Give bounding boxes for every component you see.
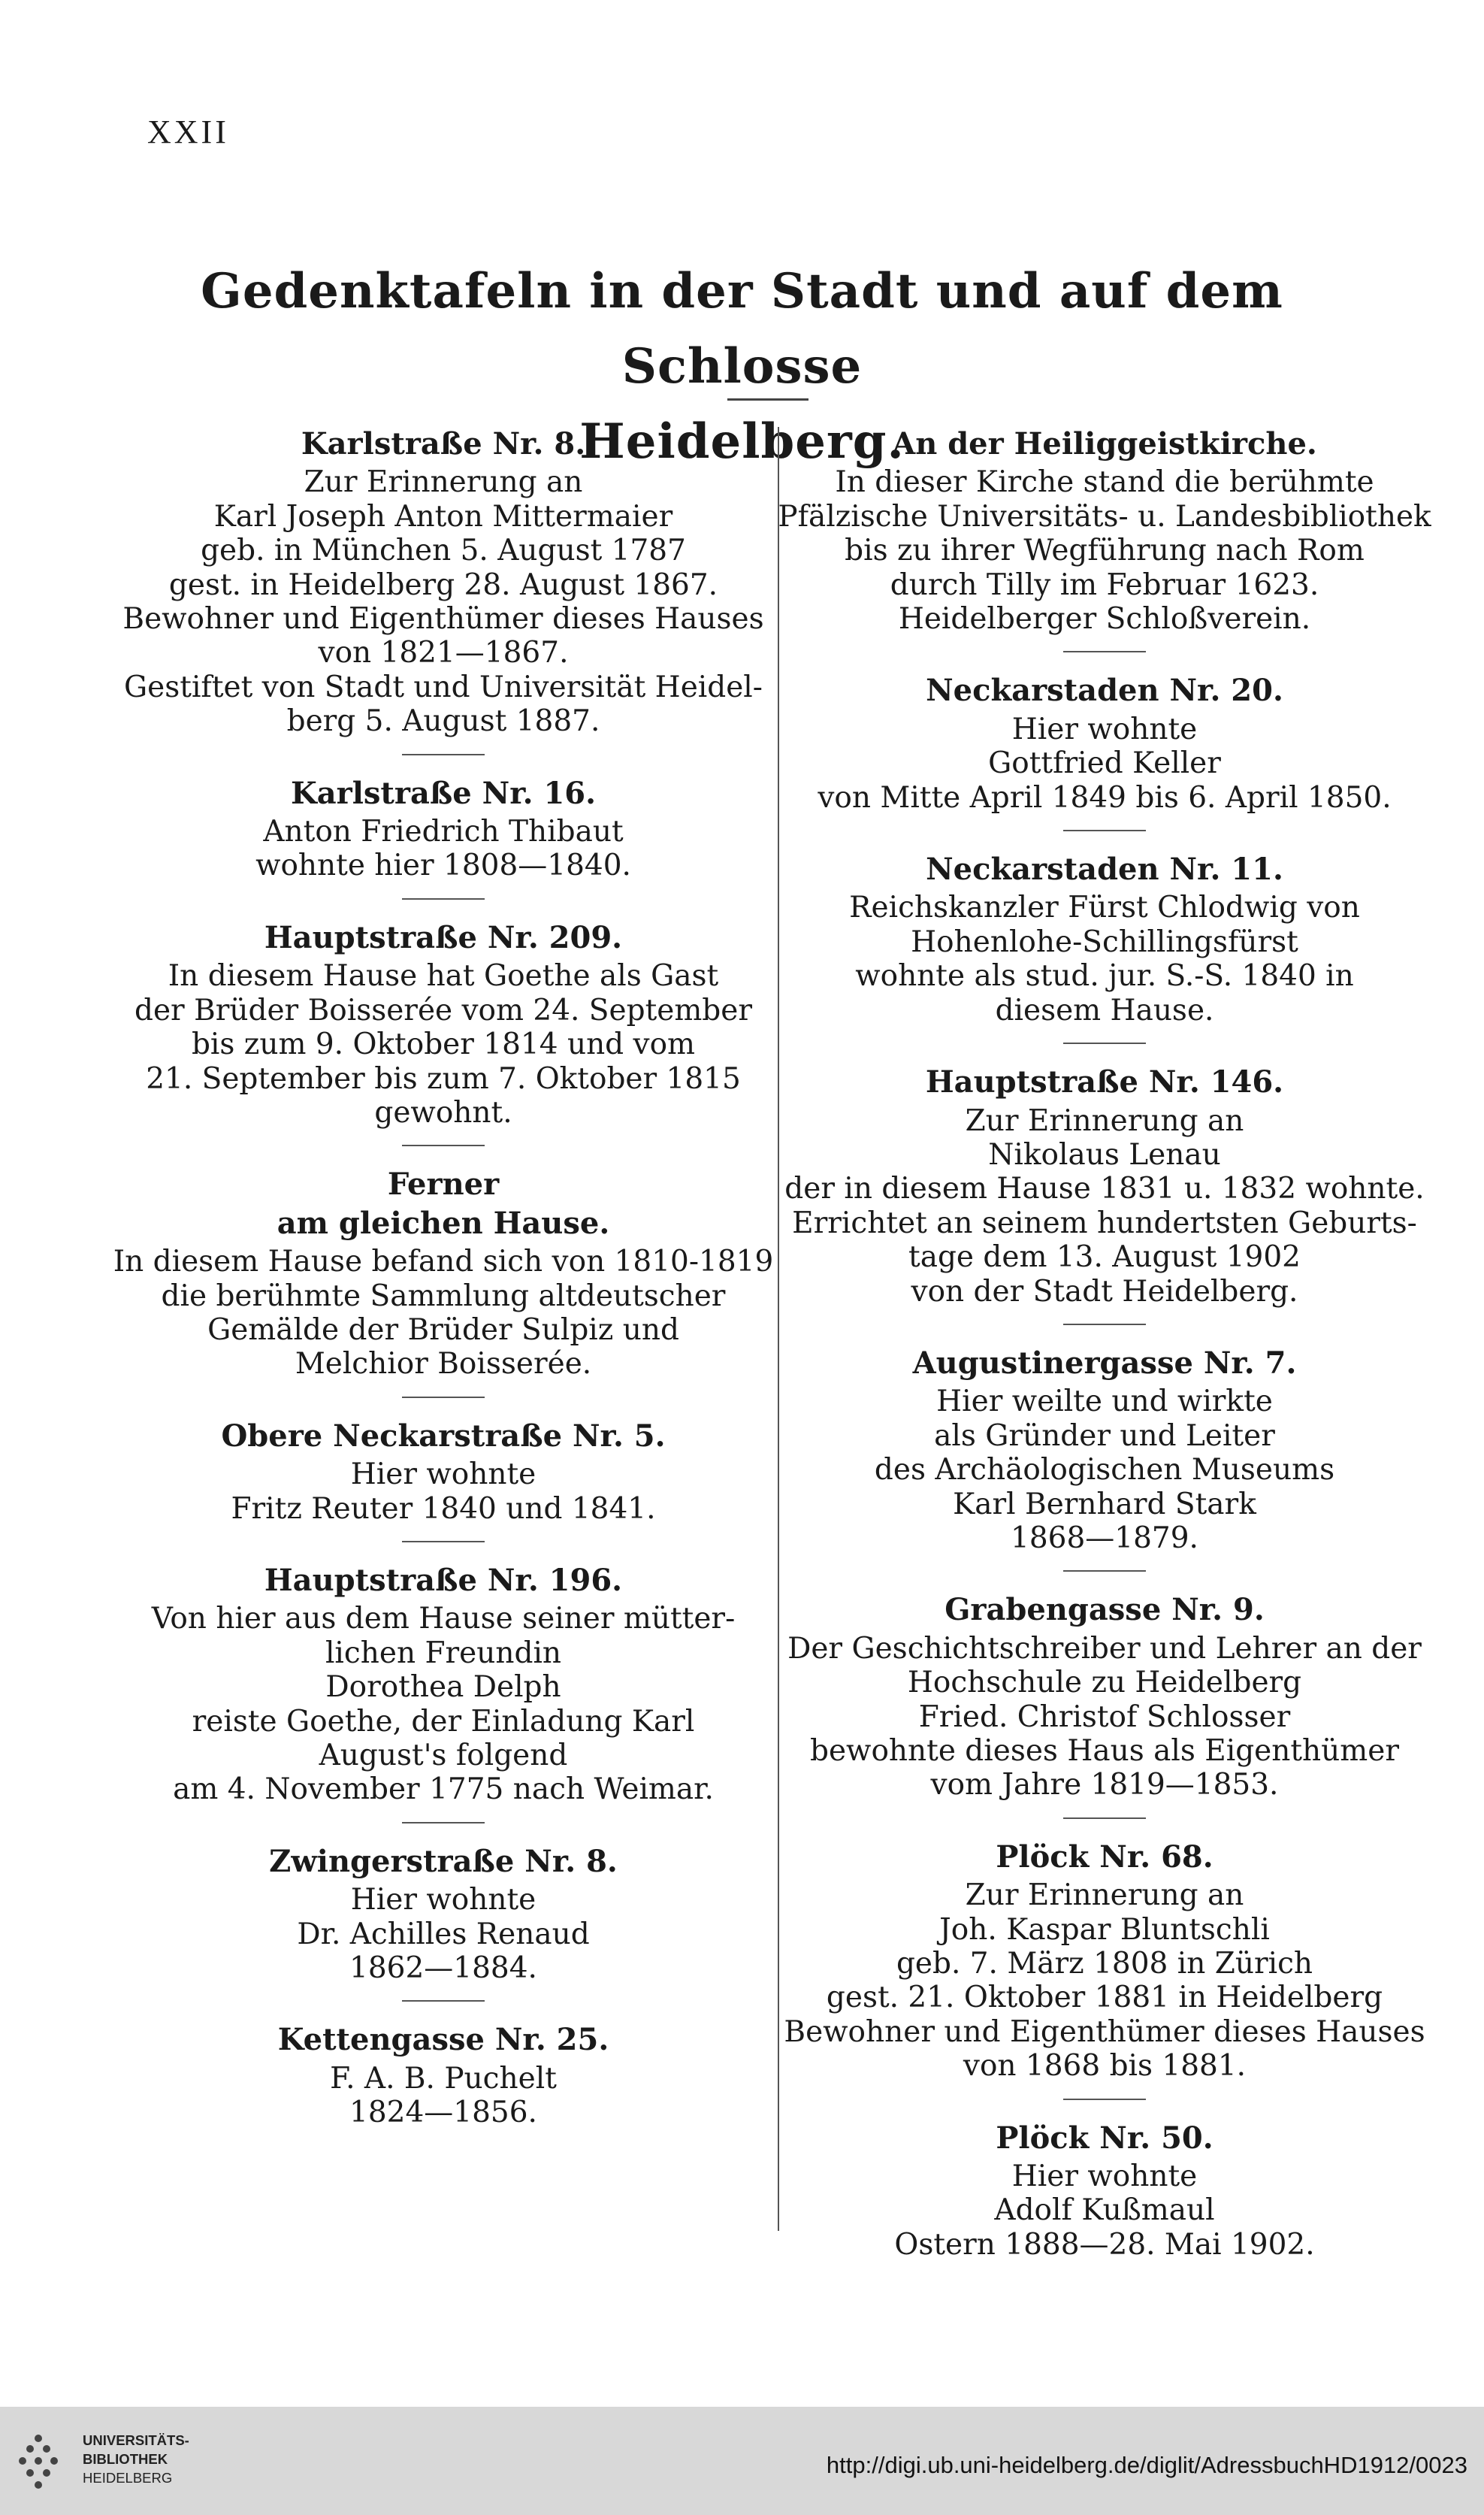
- entry-divider: [1063, 1324, 1146, 1325]
- entry-heading: An der Heiliggeistkirche.: [892, 426, 1317, 462]
- entry-line: Karl Bernhard Stark: [953, 1487, 1256, 1521]
- entry-divider: [1063, 1043, 1146, 1044]
- entry-line: geb. in München 5. August 1787: [201, 534, 686, 568]
- plaque-entry: [113, 1406, 774, 1529]
- entry-line: Gestiftet von Stadt und Universität Heidel-: [124, 670, 763, 704]
- entry-line: lichen Freundin: [325, 1636, 562, 1670]
- entry-line: als Gründer und Leiter: [934, 1418, 1275, 1453]
- title-divider: [727, 398, 808, 401]
- entry-divider: [402, 898, 485, 900]
- entry-heading: Plöck Nr. 50.: [996, 2120, 1213, 2156]
- entry-divider: [1063, 2099, 1146, 2100]
- entry-line: Dr. Achilles Renaud: [297, 1917, 590, 1951]
- entry-line: Hochschule zu Heidelberg: [907, 1666, 1302, 1700]
- plaque-entry: [113, 763, 774, 886]
- entry-line: der Brüder Boisserée vom 24. September: [134, 993, 752, 1027]
- entry-line: Zur Erinnerung an: [965, 1878, 1244, 1913]
- entry-line: Adolf Kußmaul: [994, 2193, 1215, 2228]
- entry-line: Hohenlohe-Schillingsfürst: [911, 925, 1298, 959]
- left-column: [113, 413, 774, 2133]
- entry-line: Der Geschichtschreiber und Lehrer an der: [787, 1631, 1422, 1666]
- entry-line: Ostern 1888—28. Mai 1902.: [894, 2227, 1315, 2262]
- plaque-entry: [774, 839, 1435, 1031]
- entry-line: bewohnte dieses Haus als Eigenthümer: [810, 1734, 1399, 1768]
- entry-line: 1868—1879.: [1011, 1521, 1198, 1555]
- entry-line: von der Stadt Heidelberg.: [911, 1274, 1298, 1309]
- entry-line: tage dem 13. August 1902: [908, 1240, 1301, 1275]
- entry-divider: [1063, 830, 1146, 831]
- entry-heading: Karlstraße Nr. 8.: [301, 426, 586, 462]
- entry-line: der in diesem Hause 1831 u. 1832 wohnte.: [784, 1172, 1425, 1206]
- entry-line: Gottfried Keller: [988, 746, 1221, 781]
- entry-line: Zur Erinnerung an: [965, 1103, 1244, 1138]
- entry-line: Dorothea Delph: [325, 1670, 561, 1705]
- entry-line: In diesem Hause befand sich von 1810-1819: [113, 1245, 774, 1279]
- entry-line: berg 5. August 1887.: [286, 704, 600, 739]
- plaque-entry: [774, 1826, 1435, 2087]
- entry-heading: Kettengasse Nr. 25.: [277, 2022, 609, 2058]
- entry-heading: Hauptstraße Nr. 146.: [925, 1064, 1284, 1100]
- entry-heading: Plöck Nr. 68.: [996, 1839, 1213, 1875]
- entry-line: F. A. B. Puchelt: [330, 2061, 557, 2096]
- entry-line: Heidelberger Schloßverein.: [898, 602, 1311, 637]
- entry-line: vom Jahre 1819—1853.: [930, 1768, 1279, 1802]
- entry-heading: Grabengasse Nr. 9.: [945, 1592, 1265, 1628]
- page-number: XXII: [147, 113, 229, 150]
- entry-line: Hier wohnte: [350, 1457, 536, 1492]
- entry-line: Hier weilte und wirkte: [936, 1385, 1273, 1419]
- entry-heading: Hauptstraße Nr. 209.: [264, 919, 623, 955]
- entry-line: 1862—1884.: [349, 1951, 537, 1986]
- entry-line: Karl Joseph Anton Mittermaier: [213, 499, 673, 534]
- plaque-entry: [113, 2009, 774, 2132]
- entry-line: geb. 7. März 1808 in Zürich: [896, 1947, 1313, 1981]
- entry-line: 21. September bis zum 7. Oktober 1815: [146, 1061, 741, 1096]
- entry-line: die berühmte Sammlung altdeutscher: [161, 1279, 726, 1313]
- entry-line: wohnte hier 1808—1840.: [255, 849, 631, 883]
- entry-divider: [402, 1541, 485, 1542]
- entry-line: Bewohner und Eigenthümer dieses Hauses: [122, 602, 764, 637]
- entry-divider: [402, 1397, 485, 1398]
- entry-line: Joh. Kaspar Bluntschli: [939, 1912, 1270, 1947]
- entry-line: wohnte als stud. jur. S.-S. 1840 in: [855, 959, 1354, 994]
- entry-line: Melchior Boisserée.: [295, 1347, 592, 1382]
- entry-line: Gemälde der Brüder Sulpiz und: [207, 1312, 679, 1347]
- plaque-entry: [113, 1831, 774, 1989]
- entry-line: gest. 21. Oktober 1881 in Heidelberg: [826, 1981, 1383, 2015]
- library-name-line-2: BIBLIOTHEK: [83, 2451, 168, 2467]
- entry-line: gewohnt.: [374, 1095, 512, 1130]
- entry-line: 1824—1856.: [349, 2096, 537, 2130]
- entry-line: Errichtet an seinem hundertsten Geburts-: [792, 1206, 1417, 1240]
- library-footer: [0, 2407, 1484, 2515]
- library-name-line-1: UNIVERSITÄTS-: [83, 2432, 189, 2448]
- plaque-entry: [113, 907, 774, 1133]
- entry-line: Pfälzische Universitäts- u. Landesbibliothek: [778, 499, 1431, 534]
- plaque-entry: [774, 413, 1435, 639]
- entry-divider: [402, 2000, 485, 2002]
- plaque-entry: [113, 1550, 774, 1810]
- plaque-entry: [774, 1579, 1435, 1805]
- right-column: [774, 413, 1435, 2265]
- entry-divider: [1063, 1817, 1146, 1819]
- entry-line: Zur Erinnerung an: [304, 465, 583, 500]
- entry-heading: Hauptstraße Nr. 196.: [264, 1562, 623, 1598]
- plaque-entry: [774, 1052, 1435, 1312]
- entry-line: durch Tilly im Februar 1623.: [890, 567, 1319, 602]
- title-line-1: Gedenktafeln in der Stadt und auf dem Schlosse: [201, 263, 1283, 395]
- entry-line: gest. in Heidelberg 28. August 1867.: [168, 567, 718, 602]
- entry-heading: Neckarstaden Nr. 20.: [926, 673, 1283, 709]
- entry-divider: [1063, 651, 1146, 652]
- entry-heading: Neckarstaden Nr. 11.: [926, 852, 1283, 888]
- entry-divider: [402, 1145, 485, 1146]
- entry-divider: [1063, 1570, 1146, 1572]
- entry-line: Hier wohnte: [1011, 2159, 1198, 2194]
- plaque-entry: [113, 1154, 774, 1384]
- entry-line: von 1868 bis 1881.: [963, 2049, 1247, 2084]
- entry-line: Von hier aus dem Hause seiner mütter-: [151, 1602, 736, 1636]
- entry-line: August's folgend: [319, 1739, 568, 1772]
- library-logo-icon: [15, 2432, 62, 2492]
- entry-line: von 1821—1867.: [318, 636, 569, 670]
- entry-line: reiste Goethe, der Einladung Karl: [192, 1704, 695, 1739]
- entry-subheading: am gleichen Hause.: [277, 1205, 610, 1241]
- entry-heading: Zwingerstraße Nr. 8.: [269, 1843, 618, 1879]
- entry-line: am 4. November 1775 nach Weimar.: [173, 1772, 714, 1807]
- entry-heading: Obere Neckarstraße Nr. 5.: [221, 1418, 666, 1454]
- entry-line: diesem Hause.: [995, 993, 1214, 1027]
- entry-heading: Ferner: [387, 1167, 500, 1203]
- plaque-entry: [774, 1333, 1435, 1558]
- entry-line: In dieser Kirche stand die berühmte: [835, 465, 1374, 500]
- source-url-link[interactable]: http://digi.ub.uni-heidelberg.de/diglit/AdressbuchHD1912/0023: [826, 2452, 1467, 2478]
- library-name: [83, 2431, 189, 2487]
- entry-line: bis zum 9. Oktober 1814 und vom: [191, 1027, 696, 1062]
- library-name-line-3: HEIDELBERG: [83, 2470, 173, 2486]
- entry-heading: Augustinergasse Nr. 7.: [912, 1345, 1297, 1381]
- entry-line: bis zu ihrer Wegführung nach Rom: [845, 534, 1365, 568]
- title-line-2: Heidelberg.: [579, 413, 905, 470]
- plaque-entry: [113, 413, 774, 742]
- entry-line: Hier wohnte: [350, 1883, 536, 1917]
- entry-line: des Archäologischen Museums: [874, 1453, 1335, 1488]
- entry-line: Nikolaus Lenau: [988, 1137, 1221, 1172]
- entry-divider: [402, 754, 485, 755]
- plaque-entry: [774, 2108, 1435, 2265]
- entry-line: Fried. Christof Schlosser: [918, 1699, 1291, 1734]
- entry-line: Bewohner und Eigenthümer dieses Hauses: [784, 2014, 1425, 2049]
- entry-line: Fritz Reuter 1840 und 1841.: [231, 1491, 656, 1526]
- entry-heading: Karlstraße Nr. 16.: [290, 775, 597, 811]
- entry-divider: [402, 1822, 485, 1823]
- entry-line: Anton Friedrich Thibaut: [263, 815, 624, 849]
- entry-line: In diesem Hause hat Goethe als Gast: [168, 959, 719, 994]
- plaque-entry: [774, 660, 1435, 818]
- entry-line: von Mitte April 1849 bis 6. April 1850.: [818, 780, 1392, 815]
- entry-line: Hier wohnte: [1011, 712, 1198, 746]
- entry-line: Reichskanzler Fürst Chlodwig von: [849, 891, 1360, 925]
